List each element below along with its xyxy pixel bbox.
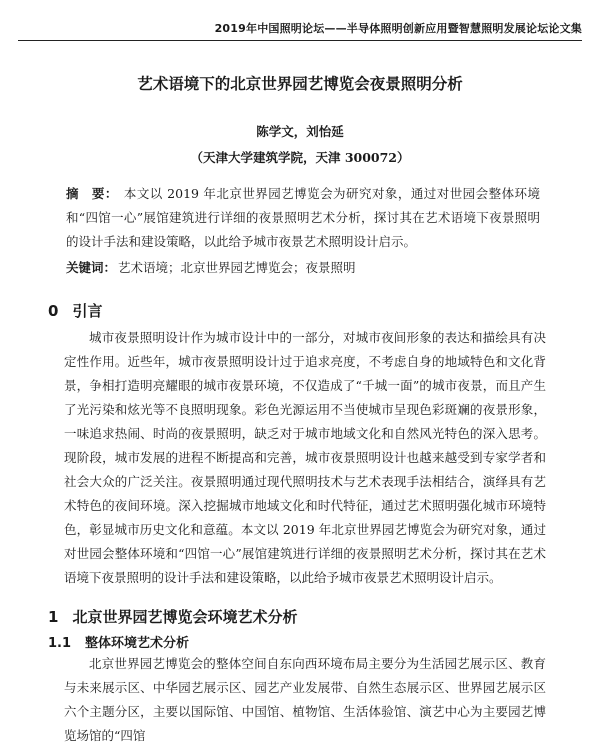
subsection-heading <box>48 632 189 651</box>
abstract <box>66 182 540 254</box>
paper-affiliation: （天津大学建筑学院，天津 300072） <box>190 150 410 165</box>
paper-authors: 陈学文，刘怡延 <box>256 124 344 139</box>
section-number: 1 <box>48 608 59 626</box>
header-divider <box>18 40 582 41</box>
environment-paragraph: 北京世界园艺博览会的整体空间自东向西环境布局主要分为生活园艺展示区、教育与未来展示区、中华园艺展示区、园艺产业发展带、自然生态展示区、世界园艺展示区六个主题分区，主要以国际馆、中国馆、植物馆、生活体验馆、演艺中心为主要园艺博览场馆的“四馆 <box>64 656 546 743</box>
subsection-number: 1.1 <box>48 636 72 651</box>
section-heading-introduction <box>48 300 102 321</box>
running-header: 2019年中国照明论坛——半导体照明创新应用暨智慧照明发展论坛论文集 <box>214 22 582 35</box>
introduction-paragraph: 城市夜景照明设计作为城市设计中的一部分，对城市夜间形象的表达和描绘具有决定性作用。近些年，城市夜景照明设计过于追求亮度，不考虑自身的地域特色和文化背景，争相打造明亮耀眼的城市夜景环境，不仅造成了“千城一面”的城市夜景，而且产生了光污染和炫光等不良照明现象。彩色光源运用不当使城市呈现色彩斑斓的夜景形象，一味追求热闹、时尚的夜景照明，缺乏对于城市地域文化和自然风光特色的深入思考。现阶段，城市发展的进程不断提高和完善，城市夜景照明设计也越来越受到专家学者和社会大众的广泛关注。夜景照明通过现代照明技术与艺术表现手法相结合，演绎具有艺术特色的夜间环境。深入挖掘城市地域文化和时代特征，通过艺术照明强化城市环境特色，彰显城市历史文化和意蕴。本文以 2019 年北京世界园艺博览会为研究对象，通过对世园会整体环境和“四馆一心”展馆建筑进行详细的夜景照明艺术分析，探讨其在艺术语境下夜景照明的设计手法和建设策略，以此给予城市夜景艺术照明设计启示。 <box>64 330 546 585</box>
keywords-text: 艺术语境；北京世界园艺博览会；夜景照明 <box>118 260 356 275</box>
paper-title: 艺术语境下的北京世界园艺博览会夜景照明分析 <box>137 75 463 93</box>
keywords-label: 关键词： <box>66 260 117 275</box>
section-heading-environment <box>48 606 297 627</box>
abstract-text: 本文以 2019 年北京世界园艺博览会为研究对象，通过对世园会整体环境和“四馆一心”展馆建筑进行详细的夜景照明艺术分析，探讨其在艺术语境下夜景照明的设计手法和建设策略，以此给予城市夜景艺术照明设计启示。 <box>66 186 540 249</box>
abstract-label: 摘 要： <box>66 186 118 201</box>
section-number: 0 <box>48 302 59 320</box>
subsection-title: 整体环境艺术分析 <box>85 636 190 651</box>
section-title: 引言 <box>72 302 103 320</box>
keywords <box>66 258 540 276</box>
section-title: 北京世界园艺博览会环境艺术分析 <box>72 608 298 626</box>
